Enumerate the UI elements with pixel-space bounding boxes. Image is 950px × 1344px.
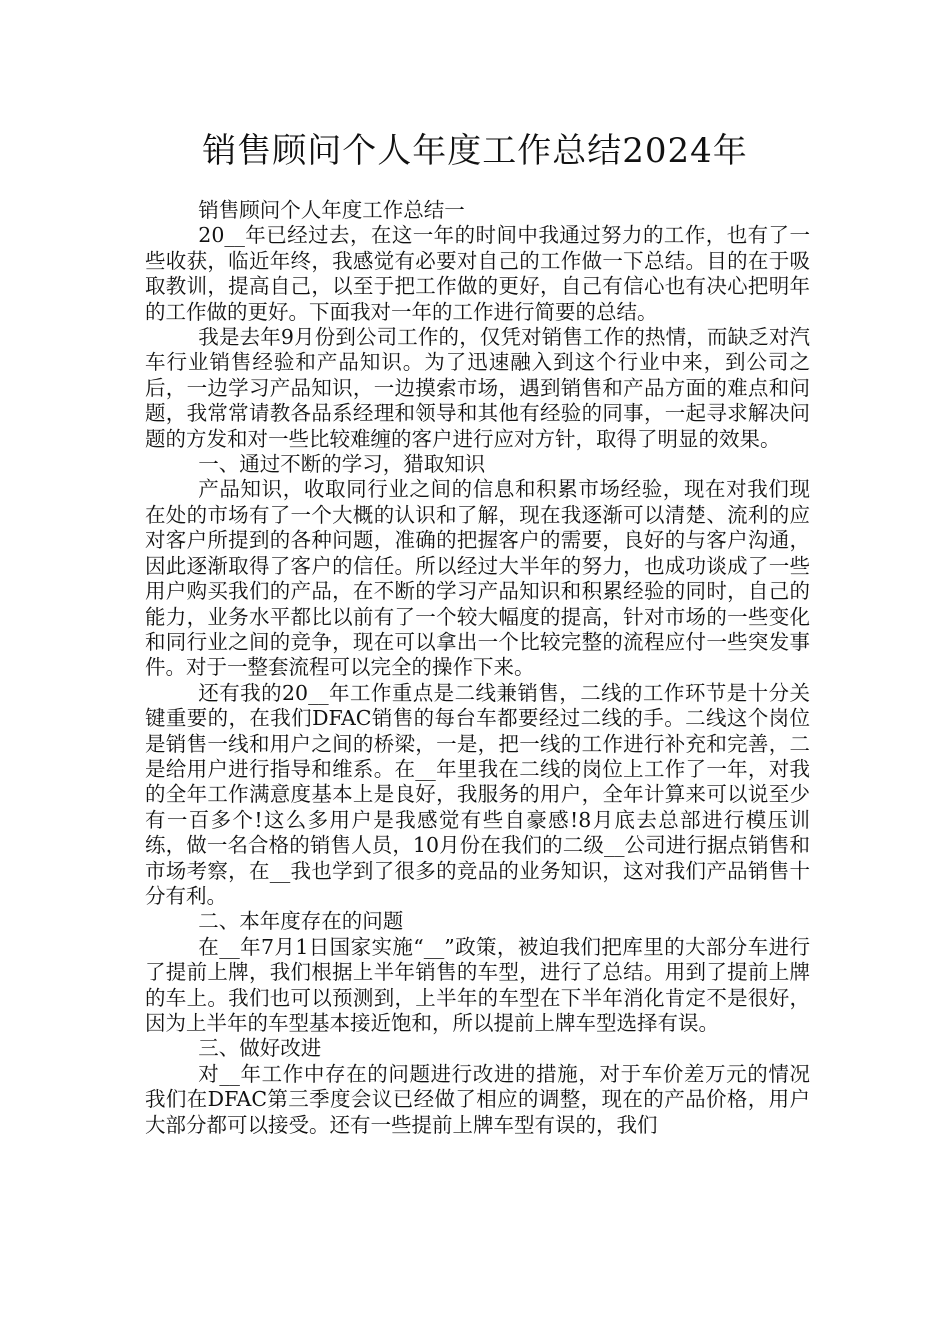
document-title: 销售顾问个人年度工作总结2024年 xyxy=(202,131,748,171)
section-heading: 一、通过不断的学习，猎取知识 xyxy=(198,452,486,477)
body-paragraph: 对__年工作中存在的问题进行改进的措施，对于车价差万元的情况我们在DFAC第三季度会议已经做了相应的调整，现在的产品价格，用户大部分都可以接受。还有一些提前上牌车型有误的，我们 xyxy=(145,1061,810,1137)
document-body xyxy=(145,198,810,1138)
body-paragraph: 我是去年9月份到公司工作的，仅凭对销售工作的热情，而缺乏对汽车行业销售经验和产品知识。为了迅速融入到这个行业中来，到公司之后，一边学习产品知识，一边摸索市场，遇到销售和产品方面的难点和问题，我常常请教各品系经理和领导和其他有经验的同事，一起寻求解决问题的方发和对一些比较难缠的客户进行应对方针，取得了明显的效果。 xyxy=(145,325,810,451)
body-paragraph: 还有我的20__年工作重点是二线兼销售，二线的工作环节是十分关键重要的，在我们DFAC销售的每台车都要经过二线的手。二线这个岗位是销售一线和用户之间的桥梁，一是，把一线的工作进行补充和完善，二是给用户进行指导和维系。在__年里我在二线的岗位上工作了一年，对我的全年工作满意度基本上是良好，我服务的用户，全年计算来可以说至少有一百多个!这么多用户是我感觉有些自豪感!8月底去总部进行模压训练，做一名合格的销售人员，10月份在我们的二级__公司进行据点销售和市场考察，在__我也学到了很多的竞品的业务知识，这对我们产品销售十分有利。 xyxy=(145,680,810,908)
section-heading: 二、本年度存在的问题 xyxy=(198,909,404,934)
body-paragraph: 产品知识，收取同行业之间的信息和积累市场经验，现在对我们现在处的市场有了一个大概的认识和了解，现在我逐渐可以清楚、流利的应对客户所提到的各种问题，准确的把握客户的需要，良好的与客户沟通，因此逐渐取得了客户的信任。所以经过大半年的努力，也成功谈成了一些用户购买我们的产品，在不断的学习产品知识和积累经验的同时，自己的能力，业务水平都比以前有了一个较大幅度的提高，针对市场的一些变化和同行业之间的竞争，现在可以拿出一个比较完整的流程应付一些突发事件。对于一整套流程可以完全的操作下来。 xyxy=(145,477,810,680)
section-heading: 销售顾问个人年度工作总结一 xyxy=(198,198,465,222)
section-heading: 三、做好改进 xyxy=(198,1036,322,1061)
body-paragraph: 20__年已经过去，在这一年的时间中我通过努力的工作，也有了一些收获，临近年终，我感觉有必要对自己的工作做一下总结。目的在于吸取教训，提高自己，以至于把工作做的更好，自己有信心也有决心把明年的工作做的更好。下面我对一年的工作进行简要的总结。 xyxy=(145,223,810,324)
body-paragraph: 在__年7月1日国家实施“__”政策，被迫我们把库里的大部分车进行了提前上牌，我们根据上半年销售的车型，进行了总结。用到了提前上牌的车上。我们也可以预测到，上半年的车型在下半年消化肯定不是很好，因为上半年的车型基本接近饱和，所以提前上牌车型选择有误。 xyxy=(145,934,810,1035)
